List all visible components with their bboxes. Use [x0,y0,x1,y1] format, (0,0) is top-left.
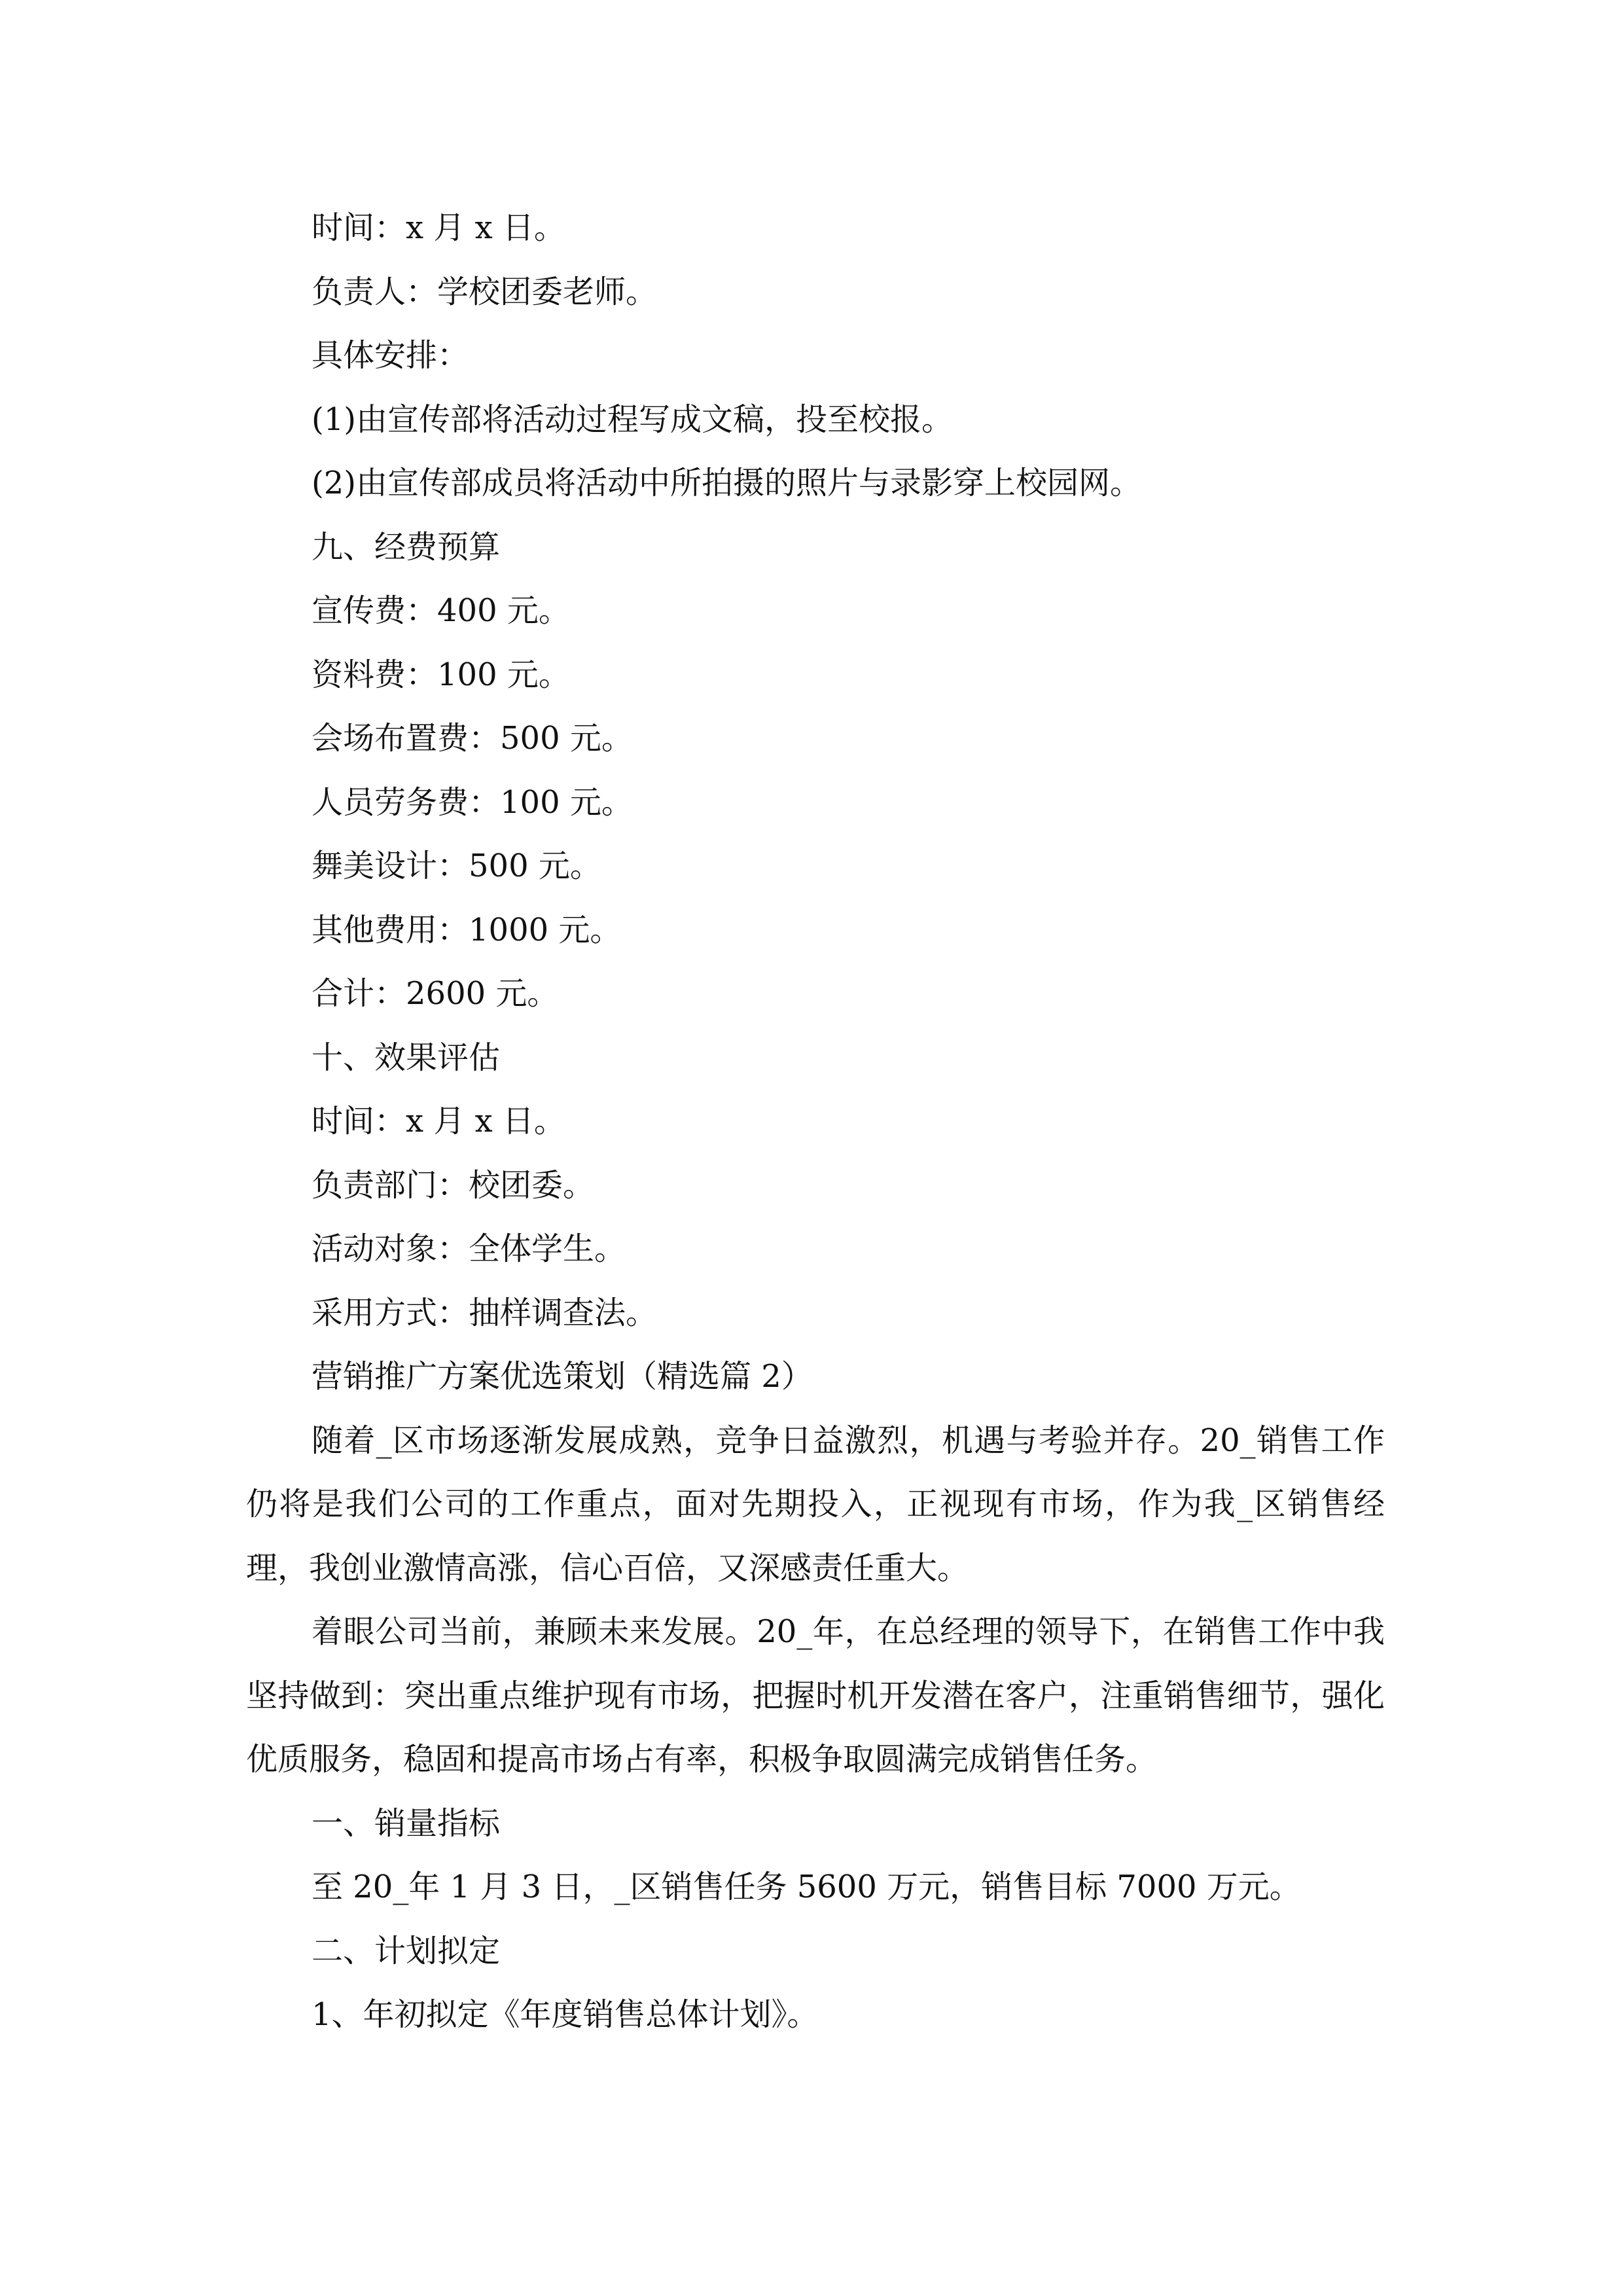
document-body [246,196,1385,2047]
budget-item: 宣传费：400 元。 [312,592,570,629]
body-paragraph: 随着_区市场逐渐发展成熟，竞争日益激烈，机遇与考验并存。20_销售工作仍将是我们公司的工作重点，面对先期投入，正视现有市场，作为我_区销售经理，我创业激情高涨，信心百倍，又深感责任重大。 [246,1422,1385,1587]
budget-item: 其他费用：1000 元。 [312,911,622,948]
text-line: 活动对象：全体学生。 [312,1230,626,1267]
body-paragraph: 着眼公司当前，兼顾未来发展。20_年，在总经理的领导下，在销售工作中我坚持做到：突出重点维护现有市场，把握时机开发潜在客户，注重销售细节，强化优质服务，稳固和提高市场占有率，积极争取圆满完成销售任务。 [246,1613,1385,1778]
text-line: 1、年初拟定《年度销售总体计划》。 [312,1996,819,2033]
text-line: (1)由宣传部将活动过程写成文稿，投至校报。 [312,401,953,438]
section-heading: 二、计划拟定 [312,1932,501,1969]
text-line: 具体安排： [312,337,469,374]
text-line: 采用方式：抽样调查法。 [312,1294,658,1331]
text-line: 时间：x 月 x 日。 [312,209,565,246]
text-line: 至 20_年 1 月 3 日，_区销售任务 5600 万元，销售目标 7000 万元。 [312,1869,1301,1905]
text-line: 时间：x 月 x 日。 [312,1103,565,1139]
section-heading: 十、效果评估 [312,1039,501,1076]
budget-item: 会场布置费：500 元。 [312,720,633,757]
budget-item: 舞美设计：500 元。 [312,848,601,884]
section-heading: 一、销量指标 [312,1804,501,1842]
budget-item: 资料费：100 元。 [312,656,570,693]
text-line: 负责部门：校团委。 [312,1166,595,1204]
budget-total: 合计：2600 元。 [312,975,559,1012]
text-line: (2)由宣传部成员将活动中所拍摄的照片与录影穿上校园网。 [312,465,1141,501]
budget-item: 人员劳务费：100 元。 [312,783,633,821]
section-heading: 九、经费预算 [312,528,501,565]
article-title: 营销推广方案优选策划（精选篇 2） [312,1358,813,1395]
text-line: 负责人：学校团委老师。 [312,273,658,310]
